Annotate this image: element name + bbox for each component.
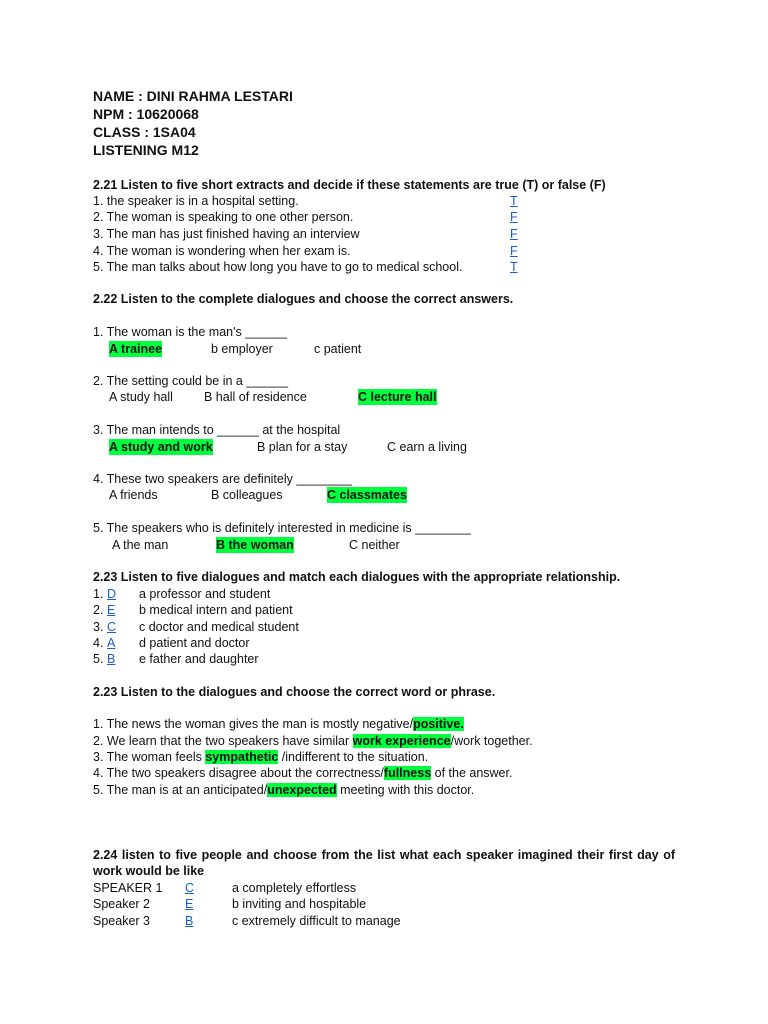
s223b-s2-highlight: work experience: [352, 734, 451, 748]
s224-speaker-1: SPEAKER 1: [93, 881, 163, 895]
s224-speaker-2: Speaker 2: [93, 897, 150, 911]
s223b-s3-highlight: sympathetic: [205, 750, 279, 764]
s222-q1-option-b: b employer: [211, 342, 273, 356]
s224-option-b: b inviting and hospitable: [232, 897, 367, 911]
s222-q3-option-a: A study and work: [109, 440, 213, 454]
s222-q3-option-c: C earn a living: [387, 440, 467, 454]
s222-q4-option-a: A friends: [109, 488, 158, 502]
s223a-num-5: 5.: [93, 652, 104, 666]
s224-answer-1[interactable]: C: [185, 881, 195, 895]
s222-question-2: 2. The setting could be in a ______: [93, 374, 289, 388]
s223a-answer-1[interactable]: D: [107, 587, 117, 601]
s223b-sentence-1: [93, 716, 464, 732]
s223b-sentence-2: [93, 733, 533, 749]
s221-statement-1: 1. the speaker is in a hospital setting.: [93, 194, 299, 208]
s223b-s5-highlight: unexpected: [267, 783, 337, 797]
s223a-num-1: 1.: [93, 587, 104, 601]
s224-answer-3[interactable]: B: [185, 914, 194, 928]
s223b-sentence-3: [93, 749, 428, 765]
s222-q3-option-b: B plan for a stay: [257, 440, 348, 454]
s222-q2-option-c: C lecture hall: [358, 390, 437, 404]
s223a-answer-4[interactable]: A: [107, 636, 116, 650]
section-224-title: 2.24 listen to five people and choose from the list what each speaker imagined their first day of work would be like: [93, 848, 675, 878]
s221-answer-5[interactable]: T: [510, 260, 518, 274]
s223b-s4-text: 4. The two speakers disagree about the correctness/: [93, 766, 384, 780]
s223b-s1-highlight: positive.: [413, 717, 464, 731]
s221-statement-5: 5. The man talks about how long you have to go to medical school.: [93, 260, 463, 274]
student-npm: NPM : 10620068: [93, 106, 199, 122]
s224-option-c: c extremely difficult to manage: [232, 914, 401, 928]
section-223a-title: 2.23 Listen to five dialogues and match each dialogues with the appropriate relationship.: [93, 570, 621, 584]
s222-q5-option-b: B the woman: [216, 538, 294, 552]
s223b-s3-tail: /indifferent to the situation.: [278, 750, 429, 764]
section-222-title: 2.22 Listen to the complete dialogues and choose the correct answers.: [93, 292, 514, 306]
s223a-option-c: c doctor and medical student: [139, 620, 299, 634]
s222-q2-option-b: B hall of residence: [204, 390, 307, 404]
s222-question-4: 4. These two speakers are definitely ________: [93, 472, 352, 486]
s221-answer-4[interactable]: F: [510, 244, 518, 258]
s222-q2-option-a: A study hall: [109, 390, 173, 404]
s223b-s3-text: 3. The woman feels: [93, 750, 206, 764]
s223b-s5-tail: meeting with this doctor.: [336, 783, 475, 797]
section-221-title: 2.21 Listen to five short extracts and decide if these statements are true (T) or false (F): [93, 178, 606, 192]
listening-title: LISTENING M12: [93, 142, 199, 158]
s222-q5-option-c: C neither: [349, 538, 400, 552]
s221-answer-2[interactable]: F: [510, 210, 518, 224]
student-name: NAME : DINI RAHMA LESTARI: [93, 88, 293, 104]
s223a-option-e: e father and daughter: [139, 652, 259, 666]
s223a-num-2: 2.: [93, 603, 104, 617]
s221-statement-3: 3. The man has just finished having an interview: [93, 227, 360, 241]
s223a-option-b: b medical intern and patient: [139, 603, 293, 617]
s222-question-3: 3. The man intends to ______ at the hospital: [93, 423, 341, 437]
s222-question-1: 1. The woman is the man's ______: [93, 325, 287, 339]
s224-option-a: a completely effortless: [232, 881, 357, 895]
s222-q4-option-b: B colleagues: [211, 488, 283, 502]
s223b-s5-text: 5. The man is at an anticipated/: [93, 783, 268, 797]
s224-answer-2[interactable]: E: [185, 897, 194, 911]
s223a-num-3: 3.: [93, 620, 104, 634]
s224-speaker-3: Speaker 3: [93, 914, 150, 928]
s223b-s4-highlight: fullness: [383, 766, 432, 780]
s223b-s2-text: 2. We learn that the two speakers have similar: [93, 734, 353, 748]
s223b-s1-text: 1. The news the woman gives the man is mostly negative/: [93, 717, 414, 731]
s222-q5-option-a: A the man: [112, 538, 169, 552]
s221-answer-3[interactable]: F: [510, 227, 518, 241]
s223b-sentence-5: [93, 782, 474, 798]
s222-q4-option-c: C classmates: [327, 488, 407, 502]
s223a-num-4: 4.: [93, 636, 104, 650]
s223b-s2-tail: /work together.: [450, 734, 533, 748]
section-223b-title: 2.23 Listen to the dialogues and choose the correct word or phrase.: [93, 685, 496, 699]
s223a-option-a: a professor and student: [139, 587, 271, 601]
s223b-sentence-4: [93, 765, 512, 781]
s221-statement-2: 2. The woman is speaking to one other person.: [93, 210, 354, 224]
s223b-s4-tail: of the answer.: [431, 766, 513, 780]
s223a-answer-3[interactable]: C: [107, 620, 117, 634]
s222-question-5: 5. The speakers who is definitely interested in medicine is ________: [93, 521, 471, 535]
s221-answer-1[interactable]: T: [510, 194, 518, 208]
s223a-answer-5[interactable]: B: [107, 652, 116, 666]
s223a-option-d: d patient and doctor: [139, 636, 250, 650]
student-class: CLASS : 1SA04: [93, 124, 196, 140]
s221-statement-4: 4. The woman is wondering when her exam is.: [93, 244, 351, 258]
s222-q1-option-a: A trainee: [109, 342, 163, 356]
s222-q1-option-c: c patient: [314, 342, 362, 356]
s223a-answer-2[interactable]: E: [107, 603, 116, 617]
